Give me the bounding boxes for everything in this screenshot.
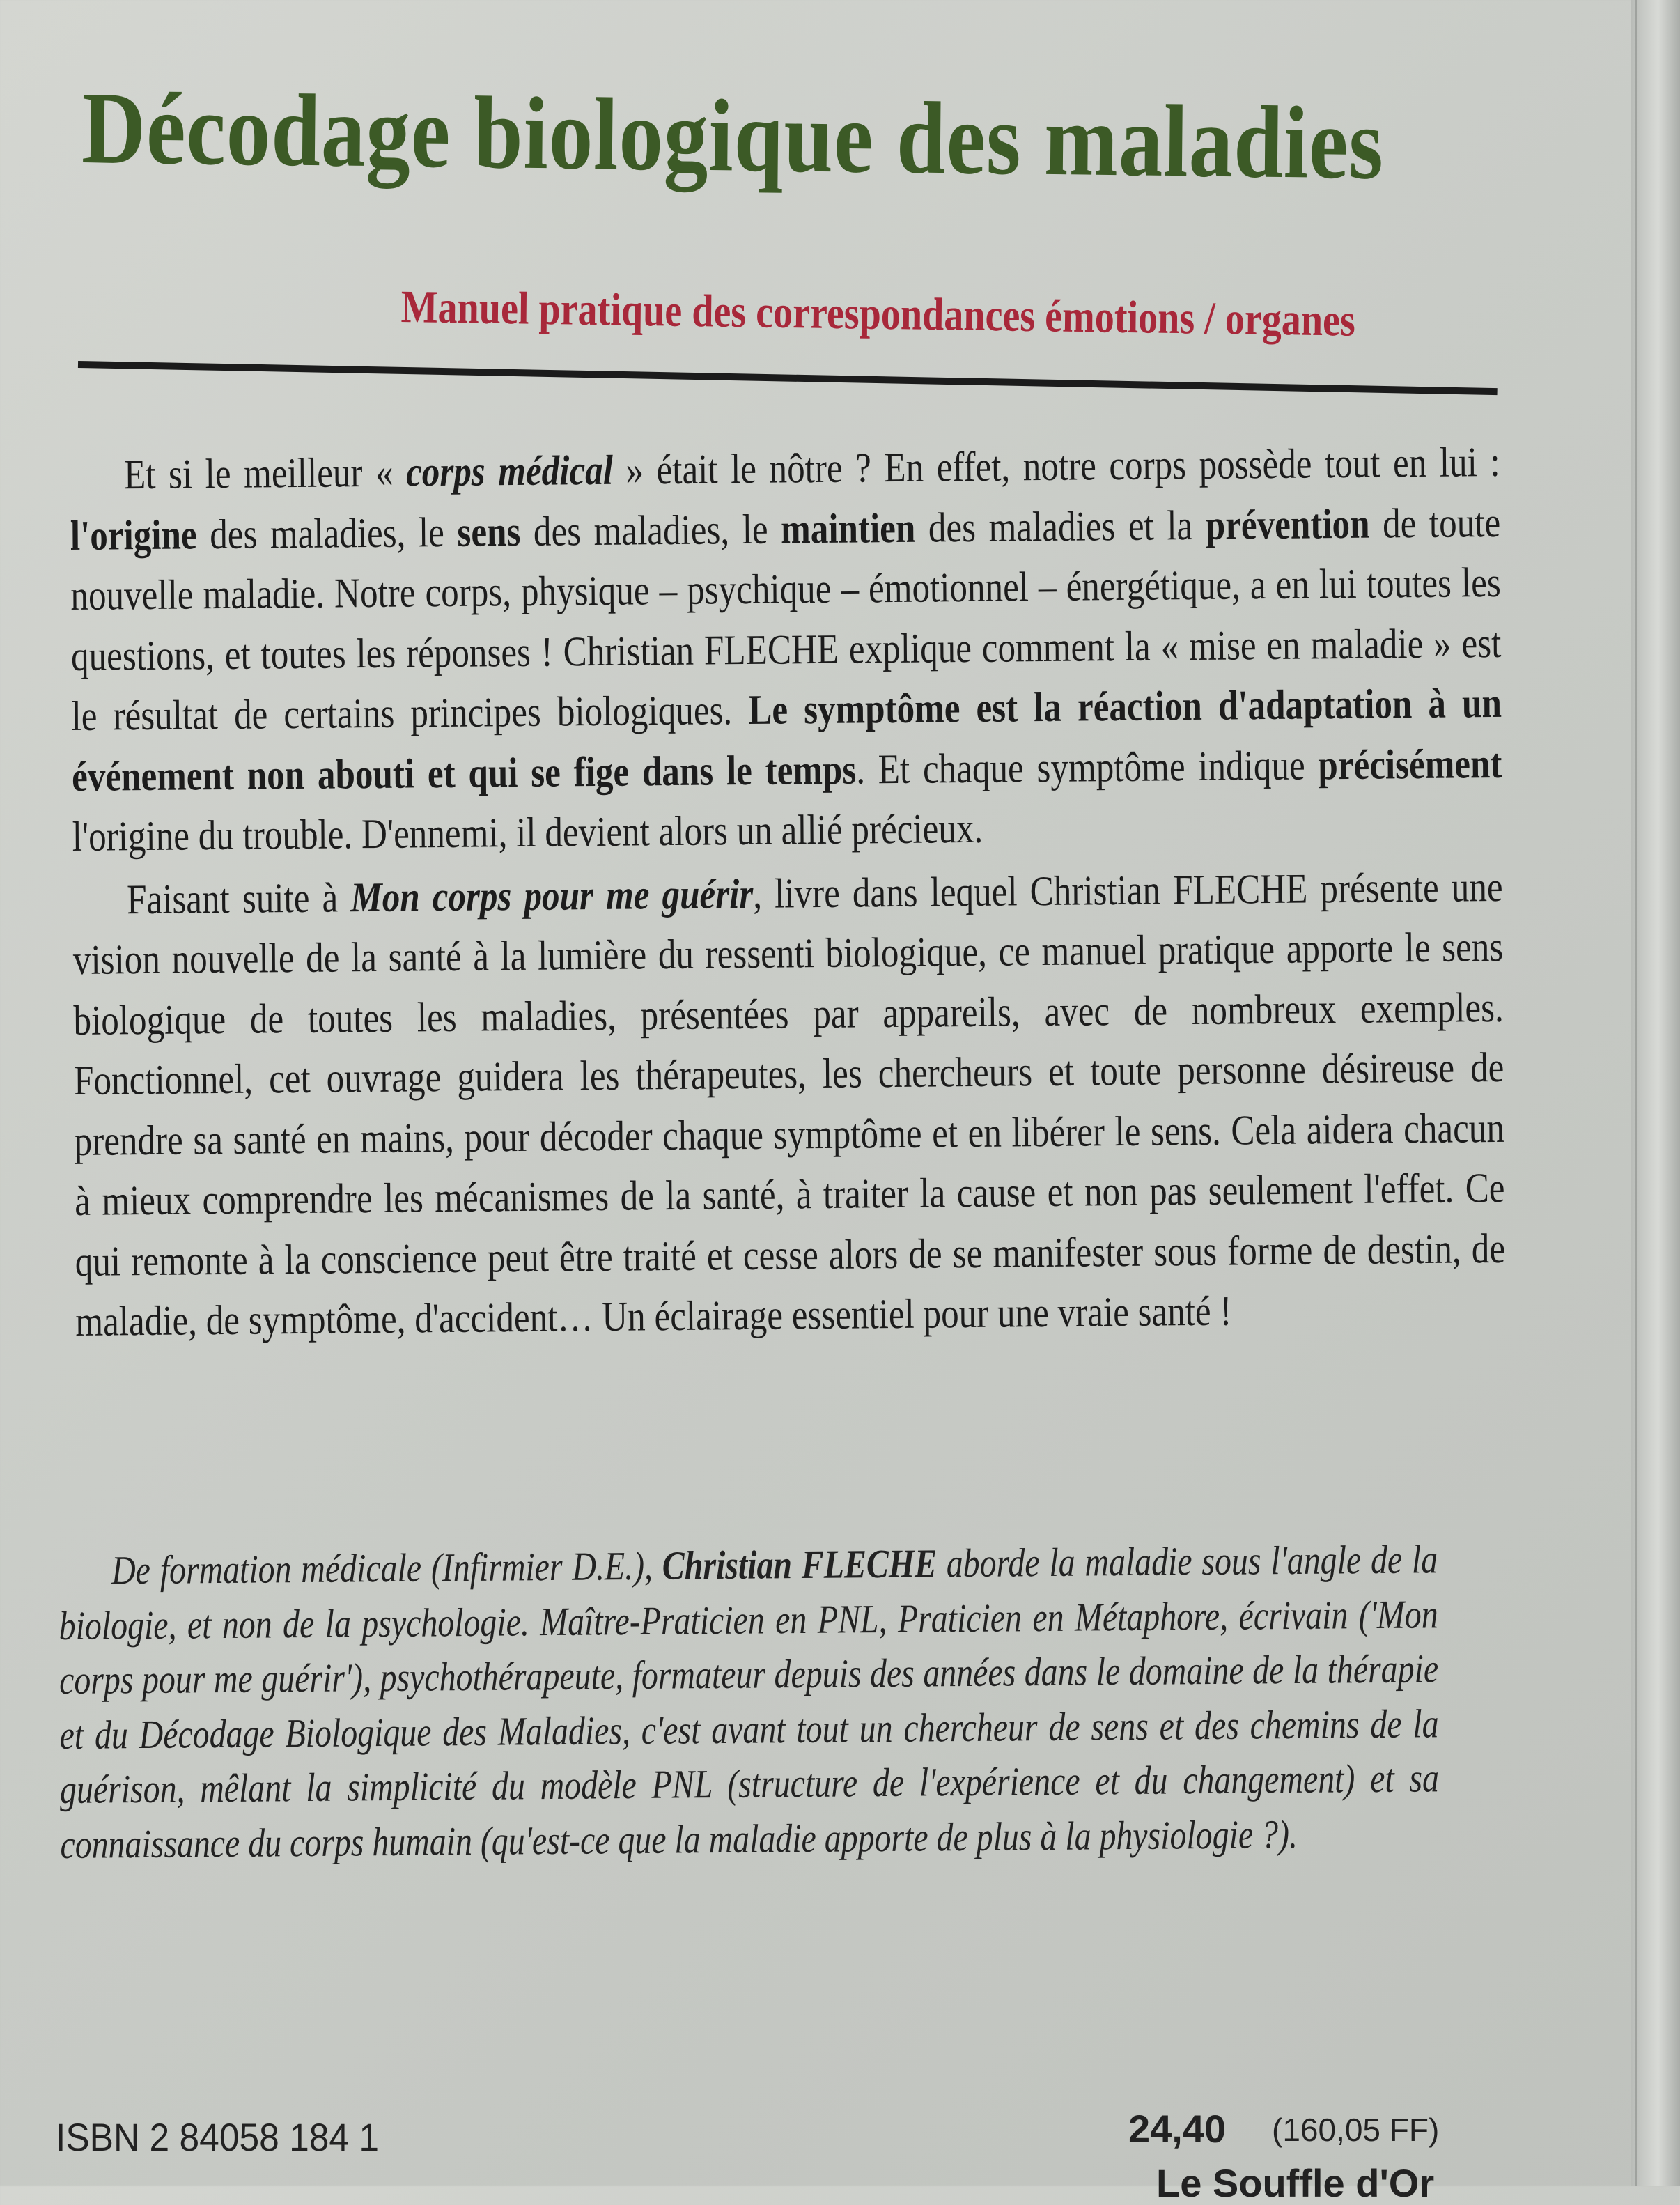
cover-edge <box>1631 0 1680 2186</box>
p1-bold-sens: sens <box>457 508 521 556</box>
author-bio-paragraph <box>59 1532 1440 1872</box>
p1-bold-precisement: précisément <box>1318 740 1502 789</box>
p1-emph-corps-medical: corps médical <box>405 447 614 496</box>
p1-text-3: » était le nôtre ? En effet, notre corps possède tout en lui : <box>612 438 1500 494</box>
p1-bold-origine: l'origine <box>70 511 197 559</box>
bio-author-name: Christian FLECHE <box>662 1540 938 1588</box>
summary-paragraph-1 <box>70 433 1502 868</box>
p2-emph-book-title: Mon corps pour me guérir <box>350 870 754 921</box>
book-title: Décodage biologique des maladies <box>81 71 1385 201</box>
bio-text-1: De formation médicale (Infirmier D.E.), <box>111 1542 662 1593</box>
p1-bold-prevention: prévention <box>1205 500 1370 549</box>
p1-text-9: des maladies et la <box>915 502 1206 552</box>
p1-text-7: des maladies, le <box>520 506 781 555</box>
p2-text-3: , livre dans lequel Christian FLECHE présente une vision nouvelle de la santé à la lumière du ressenti biologique, ce manuel pratique apporte le sens biologique de toutes les maladies, présentées par appareils, avec de nombreux exemples. Fonctionnel, cet ouvrage guidera les thérapeutes, les chercheurs et toute personne désireuse de prendre sa santé en mains, pour décoder chaque symptôme et en libérer le sens. Cela aidera chacun à mieux comprendre les mécanismes de la santé, à traiter la cause et non pas seulement l'effet. Ce qui remonte à la conscience peut être traité et cesse alors de se manifester sous forme de destin, de maladie, de symptôme, d'accident… Un éclairage essentiel pour une vraie santé ! <box>72 863 1506 1345</box>
summary-paragraph-2 <box>72 857 1506 1352</box>
summary-text <box>70 433 1506 1353</box>
author-bio <box>59 1532 1440 1872</box>
p1-text-11: de toute nouvelle maladie. Notre corps, physique – psychique – émotionnel – énergétique, a en lui toutes les questions, et toutes les réponses ! Christian FLECHE explique comment la « mise en maladie » est le résultat de certains principes biologiques. <box>70 499 1502 740</box>
p1-text-5: des maladies, le <box>196 509 458 558</box>
book-subtitle: Manuel pratique des correspondances émotions / organes <box>400 281 1356 346</box>
p1-text-15: l'origine du trouble. D'ennemi, il devient alors un allié précieux. <box>72 805 983 860</box>
publisher-name: Le Souffle d'Or <box>1156 2161 1435 2205</box>
cover-edge-line <box>1635 0 1637 2186</box>
p1-text-13: . Et chaque symptôme indique <box>856 741 1319 794</box>
p1-bold-symptome-sentence: Le symptôme est la réaction d'adaptation à un événement non abouti et qui se fige dans le temps <box>71 679 1502 800</box>
bio-text-3: aborde la maladie sous l'angle de la biologie, et non de la psychologie. Maître-Praticien en PNL, Praticien en Métaphore, écrivain ('Mon corps pour me guérir'), psychothérapeute, formateur depuis des années dans le domaine de la thérapie et du Décodage Biologique des Maladies, c'est avant tout un chercheur de sens et des chemins de la guérison, mêlant la simplicité du modèle PNL (structure de l'expérience et du changement) et sa connaissance du corps humain (qu'est-ce que la maladie apporte de plus à la physiologie ?). <box>59 1536 1440 1867</box>
p2-text-1: Faisant suite à <box>126 874 351 923</box>
p1-bold-maintien: maintien <box>780 504 916 553</box>
p1-text-1: Et si le meilleur « <box>123 449 407 499</box>
price-euro: 24,40 <box>1128 2107 1227 2151</box>
price-franc: (160,05 FF) <box>1272 2112 1440 2148</box>
isbn-label: ISBN 2 84058 184 1 <box>56 2115 380 2159</box>
title-divider <box>78 361 1498 395</box>
